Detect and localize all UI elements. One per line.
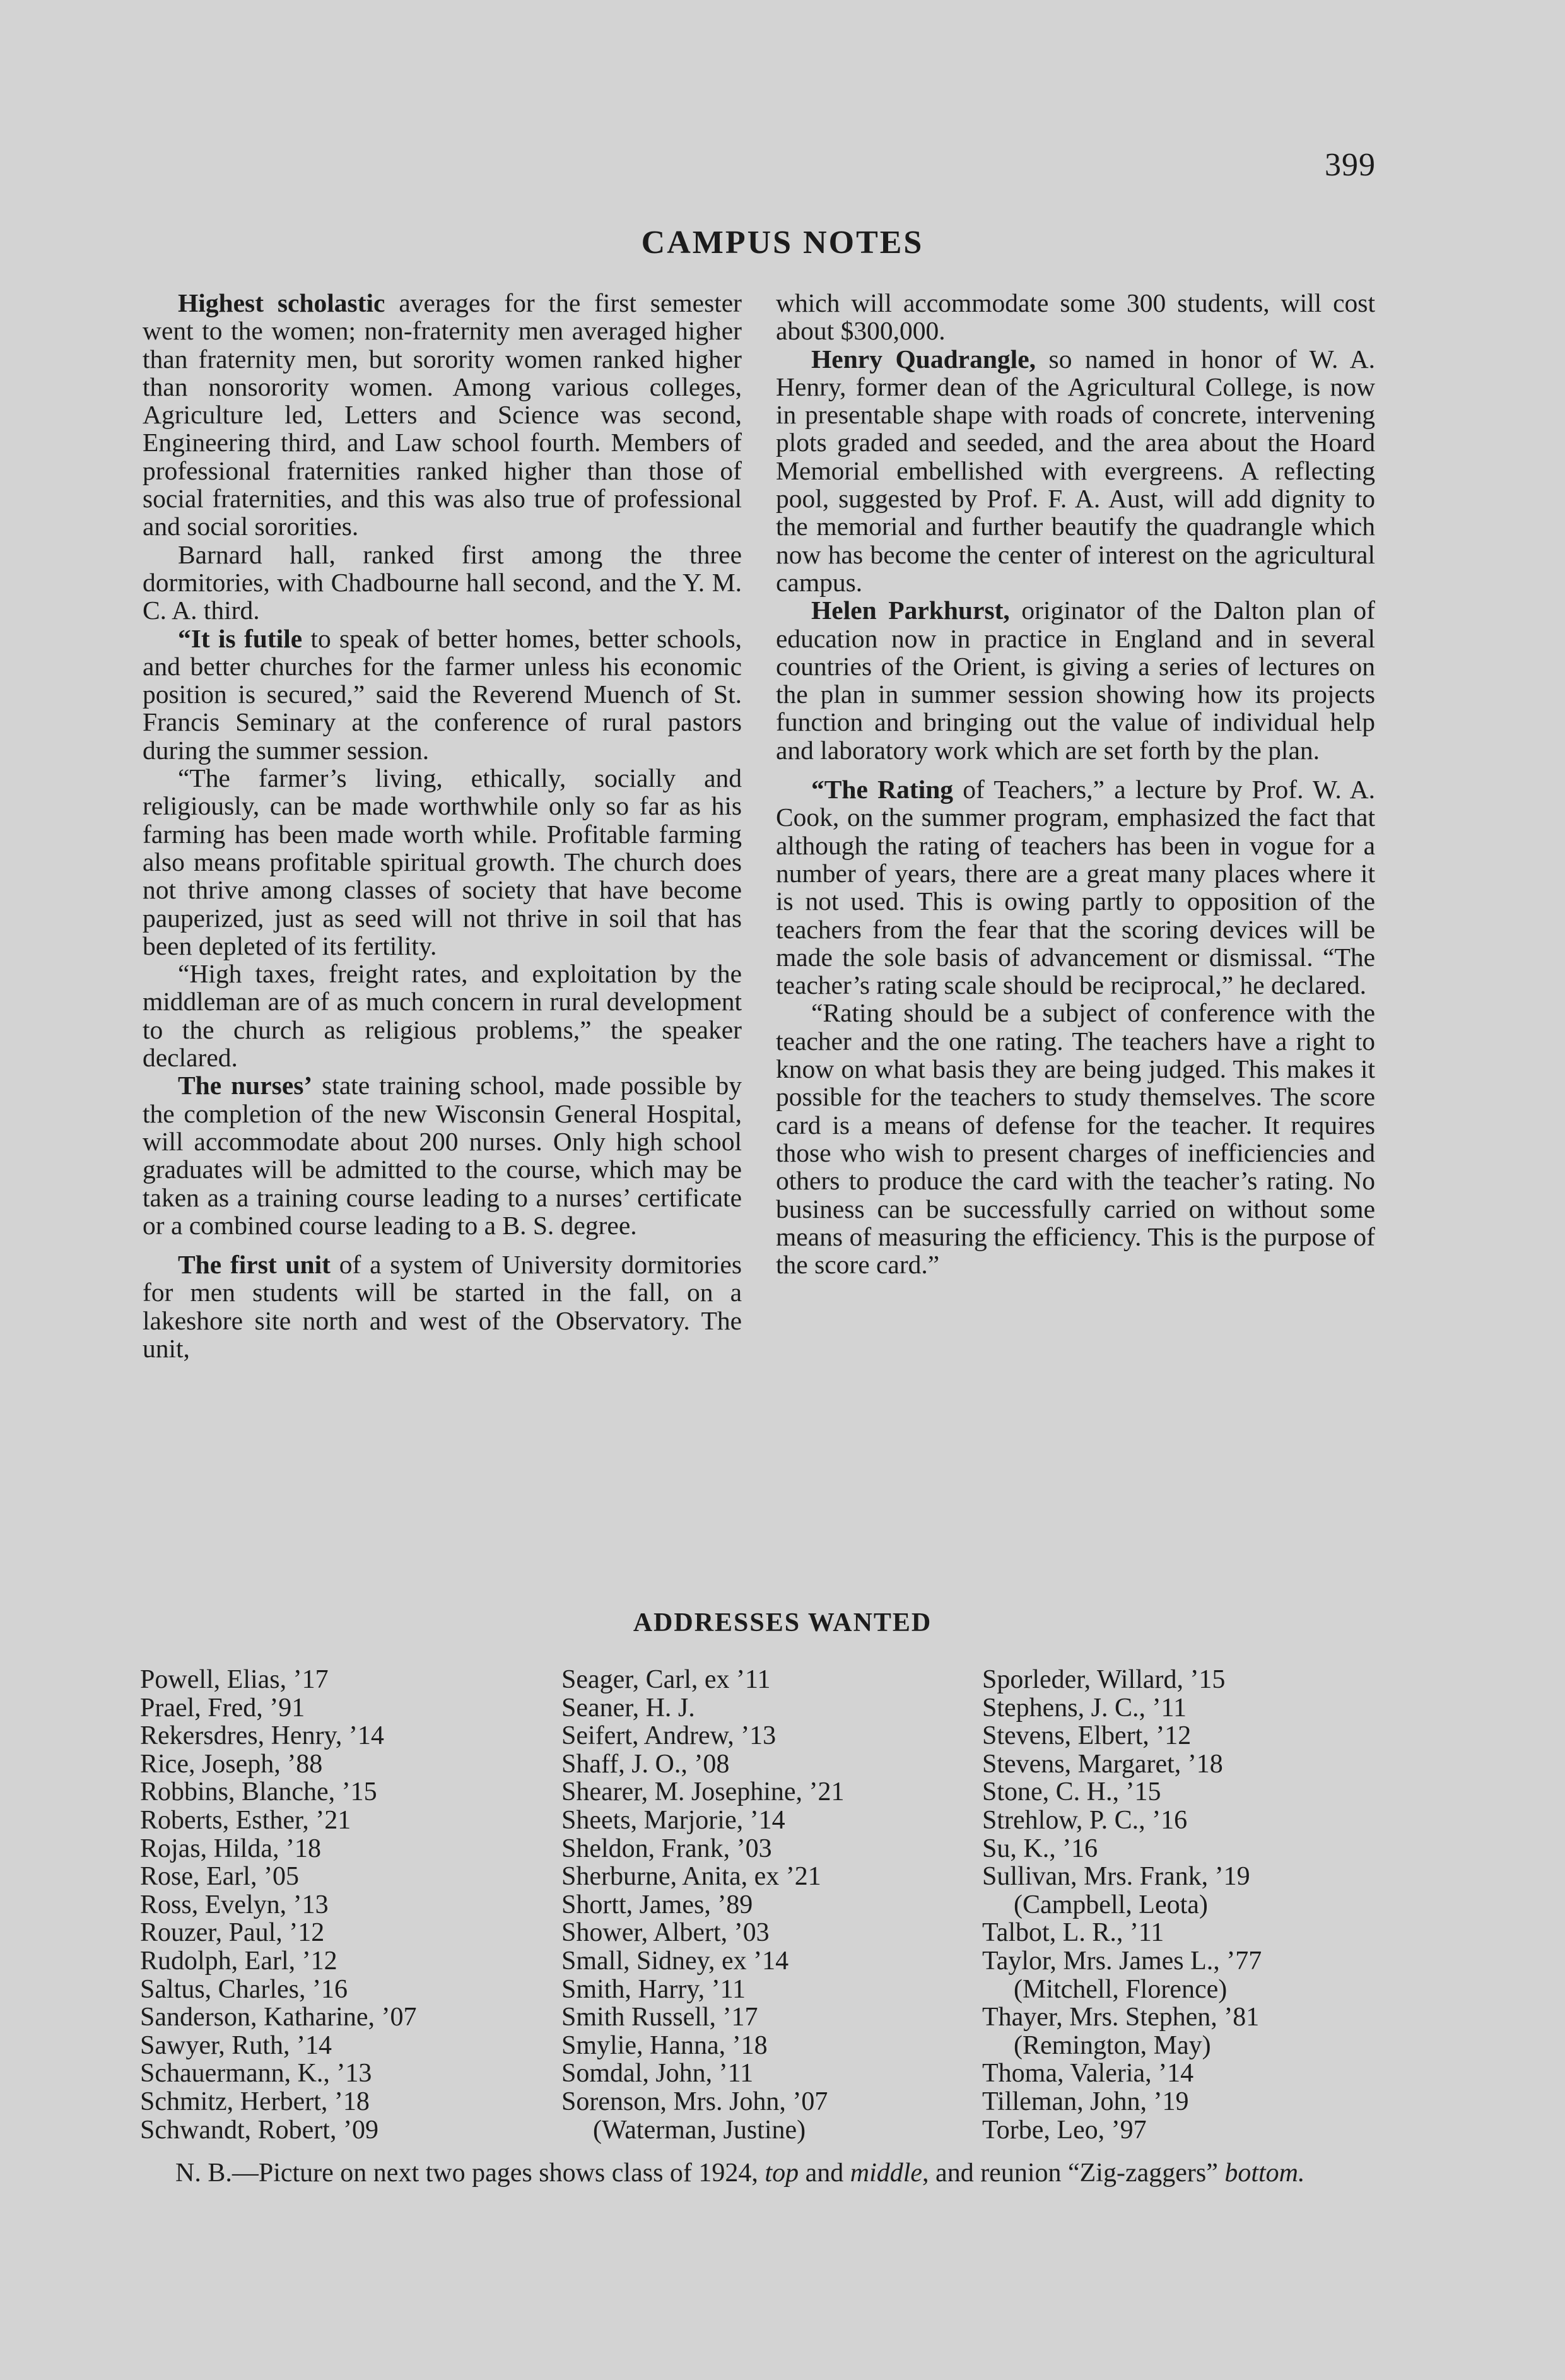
paragraph-text: of a system of University dormitories for men students will be started in the fall, on a lakeshore site north and west of the Observatory. The unit, bbox=[143, 1250, 742, 1363]
address-entry: Rice, Joseph, ’88 bbox=[140, 1749, 323, 1779]
paragraph-text: of Teachers,” a lecture by Prof. W. A. Cook, on the summer program, emphasized the fact that although the rating of teachers has been in vogue for a number of years, there are a great many places where it is not used. This is owing partly to opposition of the teachers from the fear that the scoring devices will be made the sole basis of advancement or dismissal. “The teacher’s rating scale should be reciprocal,” he declared. bbox=[776, 775, 1375, 1000]
address-entry-maiden-name: (Campbell, Leota) bbox=[1014, 1890, 1208, 1919]
address-entry: Prael, Fred, ’91 bbox=[140, 1693, 305, 1723]
address-entry: Sawyer, Ruth, ’14 bbox=[140, 2030, 332, 2060]
address-entry: Rouzer, Paul, ’12 bbox=[140, 1918, 325, 1948]
addresses-wanted-title: ADDRESSES WANTED bbox=[633, 1608, 932, 1637]
address-entry: Thoma, Valeria, ’14 bbox=[982, 2059, 1194, 2088]
address-entry: Stephens, J. C., ’11 bbox=[982, 1693, 1187, 1723]
paragraph-henry-quadrangle bbox=[776, 345, 1375, 597]
paragraph-lead: Highest scholastic bbox=[178, 288, 385, 317]
address-entry: Stevens, Margaret, ’18 bbox=[982, 1749, 1223, 1779]
address-entry: Shower, Albert, ’03 bbox=[561, 1918, 770, 1948]
footnote bbox=[140, 2159, 1357, 2188]
paragraph-farmers-living: “The farmer’s living, ethically, socially and religiously, can be made worthwhile only so far as his farming has been made worth while. Profitable farming also means profitable spiritual growth. The church does not thrive among classes of society that have become pauperized, just as seed will not thrive in soil that has been depleted of its fertility. bbox=[143, 763, 742, 960]
campus-notes-left-column bbox=[143, 289, 742, 1362]
footnote-emphasis: top bbox=[765, 2159, 799, 2188]
footnote-text: and bbox=[799, 2159, 850, 2188]
address-entry: Rojas, Hilda, ’18 bbox=[140, 1834, 321, 1863]
paragraph-lead: Henry Quadrangle, bbox=[811, 344, 1036, 374]
paragraph-text: to speak of better homes, better schools, and better churches for the farmer unless his economic position is secured,” said the Reverend Muench of St. Francis Seminary at the conference of rural pastors during the summer session. bbox=[143, 623, 742, 765]
address-entry: Stevens, Elbert, ’12 bbox=[982, 1721, 1192, 1751]
address-entry: Smith, Harry, ’11 bbox=[561, 1974, 746, 2004]
address-entry: Robbins, Blanche, ’15 bbox=[140, 1777, 377, 1807]
paragraph-text: so named in honor of W. A. Henry, former dean of the Agricultural College, is now in presentable shape with roads of concrete, intervening plots graded and seeded, and the area about the Hoard Memorial embellished with evergreens. A reflecting pool, suggested by Prof. F. A. Aust, will add dignity to the memorial and further beautify the quadrangle which now has become the center of interest on the agricultural campus. bbox=[776, 344, 1376, 597]
address-entry: Seaner, H. J. bbox=[561, 1693, 695, 1723]
paragraph-futile bbox=[143, 625, 742, 764]
address-entry: Su, K., ’16 bbox=[982, 1834, 1098, 1863]
paragraph-text: averages for the first semester went to the women; non-fraternity men averaged higher than fraternity men, but sorority women ranked higher than nonsorority women. Among various colleges, Agriculture led, Letters and Science was second, Engineering third, and Law school fourth. Members of professional fraternities ranked higher than those of social fraternities, and this was also true of professional and social sororities. bbox=[143, 288, 742, 541]
footnote-emphasis: middle bbox=[850, 2159, 923, 2188]
paragraph-lead: “The Rating bbox=[811, 775, 954, 804]
paragraph-text: originator of the Dalton plan of education now in practice in England and in several countries of the Orient, is giving a series of lectures on the plan in summer session showing how its projects function and bringing out the value of individual help and laboratory work which are set forth by the plan. bbox=[776, 596, 1375, 765]
address-entry-maiden-name: (Mitchell, Florence) bbox=[1014, 1974, 1228, 2004]
address-entry: Shortt, James, ’89 bbox=[561, 1890, 753, 1919]
address-entry: Seager, Carl, ex ’11 bbox=[561, 1665, 771, 1694]
paragraph-first-unit bbox=[143, 1251, 742, 1362]
address-entry: Sherburne, Anita, ex ’21 bbox=[561, 1862, 821, 1892]
address-entry: Torbe, Leo, ’97 bbox=[982, 2115, 1147, 2145]
address-entry: Tilleman, John, ’19 bbox=[982, 2087, 1189, 2116]
paragraph-lead: “It is futile bbox=[178, 623, 303, 653]
address-entry: Sheets, Marjorie, ’14 bbox=[561, 1805, 785, 1835]
address-entry: Shearer, M. Josephine, ’21 bbox=[561, 1777, 845, 1807]
address-entry: Powell, Elias, ’17 bbox=[140, 1665, 329, 1694]
address-list-column-1 bbox=[140, 1666, 417, 2144]
address-list-column-2 bbox=[561, 1666, 845, 2144]
address-entry: Saltus, Charles, ’16 bbox=[140, 1974, 348, 2004]
address-entry: Rose, Earl, ’05 bbox=[140, 1862, 299, 1892]
address-entry: Rekersdres, Henry, ’14 bbox=[140, 1721, 384, 1751]
campus-notes-title: CAMPUS NOTES bbox=[641, 225, 924, 261]
footnote-text: , and reunion “Zig-zaggers” bbox=[922, 2159, 1225, 2188]
address-list-column-3 bbox=[982, 1666, 1262, 2144]
address-entry: Smylie, Hanna, ’18 bbox=[561, 2030, 768, 2060]
address-entry: Smith Russell, ’17 bbox=[561, 2003, 758, 2032]
address-entry: Taylor, Mrs. James L., ’77 bbox=[982, 1946, 1262, 1976]
address-entry: Sporleder, Willard, ’15 bbox=[982, 1665, 1226, 1694]
page-number: 399 bbox=[1325, 147, 1376, 183]
address-entry: Sullivan, Mrs. Frank, ’19 bbox=[982, 1862, 1250, 1892]
address-entry: Schwandt, Robert, ’09 bbox=[140, 2115, 378, 2145]
address-entry: Shaff, J. O., ’08 bbox=[561, 1749, 730, 1779]
footnote-text: N. B.—Picture on next two pages shows class of 1924, bbox=[175, 2159, 765, 2188]
address-entry: Schauermann, K., ’13 bbox=[140, 2059, 372, 2088]
address-entry: Talbot, L. R., ’11 bbox=[982, 1918, 1164, 1948]
address-entry: Thayer, Mrs. Stephen, ’81 bbox=[982, 2003, 1260, 2032]
paragraph-text: state training school, made possible by the completion of the new Wisconsin General Hospital, will accommodate about 200 nurses. Only high school graduates will be admitted to the course, which may be taken as a training course leading to a nurses’ certificate or a combined course leading to a B. S. degree. bbox=[143, 1071, 742, 1240]
paragraph-lead: The nurses’ bbox=[178, 1071, 313, 1100]
paragraph-nurses bbox=[143, 1071, 742, 1239]
address-entry: Somdal, John, ’11 bbox=[561, 2059, 754, 2088]
paragraph-dormitory-rank: Barnard hall, ranked first among the three dormitories, with Chadbourne hall second, and the Y. M. C. A. third. bbox=[143, 539, 742, 625]
address-entry: Seifert, Andrew, ’13 bbox=[561, 1721, 777, 1751]
address-entry: Ross, Evelyn, ’13 bbox=[140, 1890, 329, 1919]
paragraph-high-taxes: “High taxes, freight rates, and exploitation by the middleman are of as much concern in rural development to the church as religious problems,” the speaker declared. bbox=[143, 959, 742, 1073]
address-entry-maiden-name: (Waterman, Justine) bbox=[593, 2115, 806, 2145]
address-entry: Sheldon, Frank, ’03 bbox=[561, 1834, 772, 1863]
address-entry: Sorenson, Mrs. John, ’07 bbox=[561, 2087, 828, 2116]
address-entry-maiden-name: (Remington, May) bbox=[1014, 2030, 1211, 2060]
campus-notes-right-column bbox=[776, 289, 1375, 1278]
address-entry: Rudolph, Earl, ’12 bbox=[140, 1946, 337, 1976]
footnote-emphasis: bottom. bbox=[1224, 2159, 1305, 2188]
paragraph-rating-teachers bbox=[776, 775, 1375, 999]
address-entry: Sanderson, Katharine, ’07 bbox=[140, 2003, 417, 2032]
address-entry: Stone, C. H., ’15 bbox=[982, 1777, 1161, 1807]
address-entry: Roberts, Esther, ’21 bbox=[140, 1805, 351, 1835]
address-entry: Schmitz, Herbert, ’18 bbox=[140, 2087, 370, 2116]
paragraph-helen-parkhurst bbox=[776, 596, 1375, 764]
paragraph-scholastic bbox=[143, 289, 742, 541]
paragraph-rating-conference: “Rating should be a subject of conference with the teacher and the one rating. The teachers have a right to know on what basis they are being judged. This makes it possible for the teachers to study themselves. The score card is a means of defense for the teacher. It requires those who wish to present charges of inefficiencies and others to produce the card with the teacher’s rating. No business can be successfully carried on without some means of measuring the efficiency. This is the purpose of the score card.” bbox=[776, 998, 1375, 1280]
paragraph-lead: The first unit bbox=[178, 1250, 331, 1280]
paragraph-lead: Helen Parkhurst, bbox=[811, 596, 1010, 625]
paragraph-continuation: which will accommodate some 300 students, will cost about $300,000. bbox=[776, 288, 1375, 346]
address-entry: Small, Sidney, ex ’14 bbox=[561, 1946, 789, 1976]
address-entry: Strehlow, P. C., ’16 bbox=[982, 1805, 1188, 1835]
